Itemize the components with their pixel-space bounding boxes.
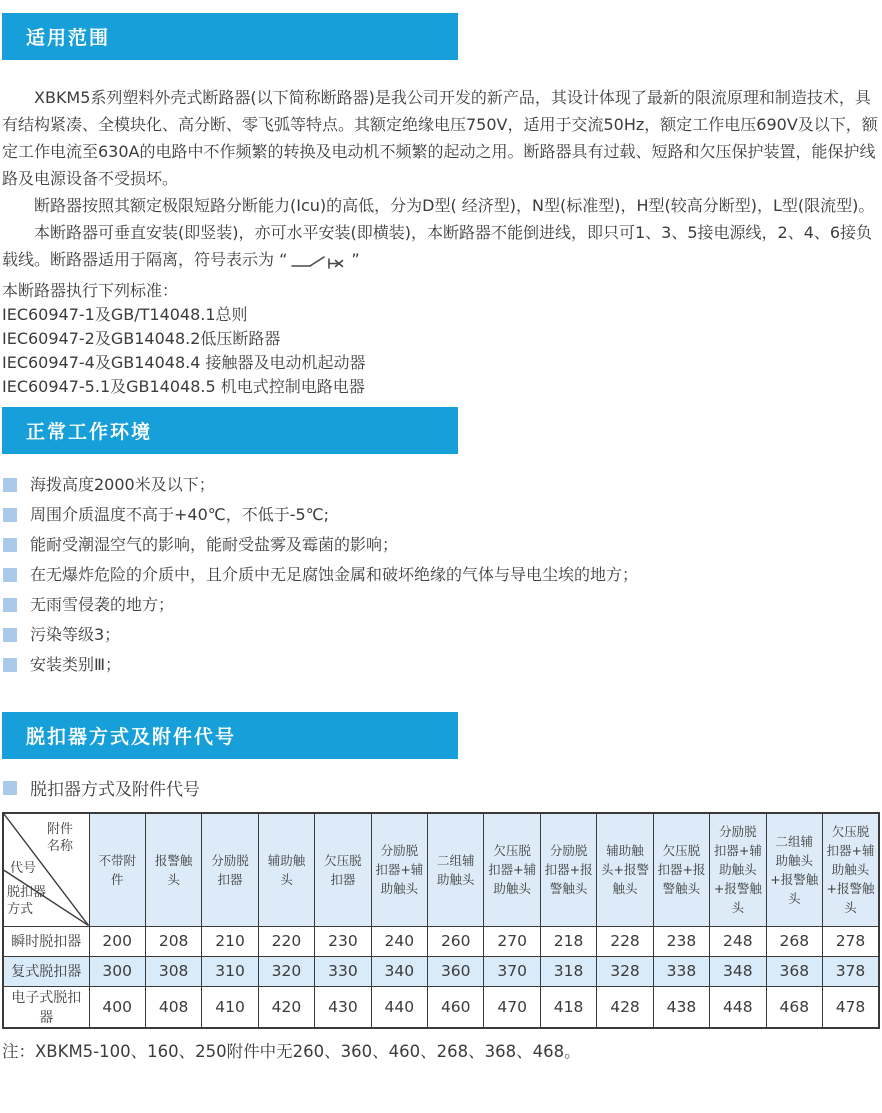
column-header: 欠压脱扣器+辅助触头+报警触头 bbox=[822, 813, 879, 926]
code-cell: 218 bbox=[540, 926, 596, 956]
code-cell: 318 bbox=[540, 956, 596, 986]
table-row bbox=[3, 956, 879, 986]
code-cell: 408 bbox=[145, 986, 201, 1028]
section-title-codes: 脱扣器方式及附件代号 bbox=[26, 726, 237, 748]
code-cell: 478 bbox=[822, 986, 879, 1028]
code-cell: 338 bbox=[653, 956, 709, 986]
column-header: 欠压脱扣器 bbox=[315, 813, 371, 926]
square-bullet-icon bbox=[3, 508, 17, 522]
column-header: 不带附件 bbox=[89, 813, 145, 926]
column-header: 分励脱扣器+报警触头 bbox=[540, 813, 596, 926]
code-cell: 440 bbox=[371, 986, 427, 1028]
column-header: 分励脱扣器+辅助触头 bbox=[371, 813, 427, 926]
table-row bbox=[3, 986, 879, 1028]
code-cell: 228 bbox=[597, 926, 653, 956]
square-bullet-icon bbox=[3, 568, 17, 582]
square-bullet-icon bbox=[3, 628, 17, 642]
square-bullet-icon bbox=[3, 478, 17, 492]
table-row bbox=[3, 926, 879, 956]
table-footnote: 注：XBKM5-100、160、250附件中无260、360、460、268、368、468。 bbox=[2, 1041, 581, 1061]
installation-text-close-quote: ” bbox=[351, 250, 360, 269]
isolation-switch-symbol-icon bbox=[290, 253, 348, 269]
code-cell: 410 bbox=[202, 986, 258, 1028]
code-cell: 428 bbox=[597, 986, 653, 1028]
code-cell: 370 bbox=[484, 956, 540, 986]
code-cell: 460 bbox=[428, 986, 484, 1028]
section-banner-codes bbox=[2, 712, 458, 759]
document-page bbox=[0, 13, 882, 1113]
code-cell: 210 bbox=[202, 926, 258, 956]
square-bullet-icon bbox=[3, 781, 17, 795]
code-cell: 400 bbox=[89, 986, 145, 1028]
paragraph-installation bbox=[2, 219, 878, 273]
code-cell: 360 bbox=[428, 956, 484, 986]
column-header: 分励脱扣器 bbox=[202, 813, 258, 926]
standard-line: IEC60947-5.1及GB14048.5 机电式控制电路电器 bbox=[2, 377, 365, 396]
column-header: 欠压脱扣器+报警触头 bbox=[653, 813, 709, 926]
corner-label-code: 代号 bbox=[10, 861, 37, 876]
paragraph-product-intro: XBKM5系列塑料外壳式断路器(以下简称断路器)是我公司开发的新产品，其设计体现了最新的限流原理和制造技术，具有结构紧凑、全模块化、高分断、零飞弧等特点。其额定绝缘电压750V，适用于交流50Hz，额定工作电压690V及以下，额定工作电流至630A的电路中不作频繁的转换及电动机不频繁的起动之用。断路器具有过载、短路和欠压保护装置，能保护线路及电源设备不受损坏。 bbox=[2, 88, 878, 188]
code-cell: 378 bbox=[822, 956, 879, 986]
installation-text: 本断路器可垂直安装(即竖装)，亦可水平安装(即横装)，本断路器不能倒进线，即只可1、3、5接电源线，2、4、6接负载线。断路器适用于隔离，符号表示为 “ bbox=[2, 223, 873, 269]
column-header: 报警触头 bbox=[145, 813, 201, 926]
list-item bbox=[2, 470, 880, 500]
code-cell: 200 bbox=[89, 926, 145, 956]
bullet-text: 无雨雪侵袭的地方； bbox=[30, 595, 175, 614]
code-cell: 278 bbox=[822, 926, 879, 956]
code-cell: 320 bbox=[258, 956, 314, 986]
standard-line: IEC60947-1及GB/T14048.1总则 bbox=[2, 305, 248, 324]
list-item bbox=[2, 590, 880, 620]
code-cell: 418 bbox=[540, 986, 596, 1028]
scope-paragraphs bbox=[2, 84, 878, 273]
code-cell: 438 bbox=[653, 986, 709, 1028]
column-header: 二组辅助触头 bbox=[428, 813, 484, 926]
code-cell: 208 bbox=[145, 926, 201, 956]
paragraph-breaking-capacity-types: 断路器按照其额定极限短路分断能力(Icu)的高低，分为D型( 经济型)，N型(标准型)，H型(较高分断型)，L型(限流型)。 bbox=[34, 196, 875, 215]
code-cell: 328 bbox=[597, 956, 653, 986]
column-header: 辅助触头+报警触头 bbox=[597, 813, 653, 926]
corner-label-trip-mode: 脱扣器方式 bbox=[7, 885, 47, 917]
row-label: 瞬时脱扣器 bbox=[3, 926, 89, 956]
code-cell: 420 bbox=[258, 986, 314, 1028]
code-cell: 430 bbox=[315, 986, 371, 1028]
standards-list bbox=[2, 279, 880, 399]
standard-line: IEC60947-4及GB14048.4 接触器及电动机起动器 bbox=[2, 353, 366, 372]
code-cell: 238 bbox=[653, 926, 709, 956]
bullet-text: 周围介质温度不高于+40℃，不低于-5℃; bbox=[30, 505, 330, 524]
accessory-codes-table bbox=[2, 812, 880, 1029]
standard-line: IEC60947-2及GB14048.2低压断路器 bbox=[2, 329, 281, 348]
code-cell: 248 bbox=[710, 926, 766, 956]
bullet-text: 在无爆炸危险的介质中，且介质中无足腐蚀金属和破坏绝缘的气体与导电尘埃的地方； bbox=[30, 565, 639, 584]
code-cell: 300 bbox=[89, 956, 145, 986]
list-item bbox=[2, 530, 880, 560]
code-cell: 340 bbox=[371, 956, 427, 986]
bullet-text: 污染等级3； bbox=[30, 625, 121, 644]
environment-bullet-list bbox=[2, 470, 880, 680]
list-item bbox=[2, 560, 880, 590]
code-cell: 330 bbox=[315, 956, 371, 986]
code-cell: 308 bbox=[145, 956, 201, 986]
code-cell: 468 bbox=[766, 986, 822, 1028]
column-header: 分励脱扣器+辅助触头+报警触头 bbox=[710, 813, 766, 926]
code-cell: 230 bbox=[315, 926, 371, 956]
table-header-row bbox=[3, 813, 879, 926]
bullet-text: 海拨高度2000米及以下； bbox=[30, 475, 215, 494]
section-banner-scope bbox=[2, 13, 458, 60]
section-title-scope: 适用范围 bbox=[26, 27, 111, 49]
code-cell: 470 bbox=[484, 986, 540, 1028]
code-cell: 220 bbox=[258, 926, 314, 956]
code-cell: 270 bbox=[484, 926, 540, 956]
row-label: 电子式脱扣器 bbox=[3, 986, 89, 1028]
list-item bbox=[2, 650, 880, 680]
codes-subtitle-text: 脱扣器方式及附件代号 bbox=[30, 780, 200, 800]
bullet-text: 能耐受潮湿空气的影响，能耐受盐雾及霉菌的影响； bbox=[30, 535, 399, 554]
code-cell: 348 bbox=[710, 956, 766, 986]
code-cell: 368 bbox=[766, 956, 822, 986]
section-title-environment: 正常工作环境 bbox=[26, 421, 153, 443]
square-bullet-icon bbox=[3, 598, 17, 612]
square-bullet-icon bbox=[3, 538, 17, 552]
corner-header-cell bbox=[3, 813, 89, 926]
code-cell: 260 bbox=[428, 926, 484, 956]
code-cell: 310 bbox=[202, 956, 258, 986]
bullet-text: 安装类别Ⅲ； bbox=[30, 655, 122, 674]
column-header: 辅助触头 bbox=[258, 813, 314, 926]
code-cell: 268 bbox=[766, 926, 822, 956]
code-cell: 240 bbox=[371, 926, 427, 956]
standards-intro: 本断路器执行下列标准： bbox=[2, 281, 179, 300]
column-header: 二组辅助触头+报警触头 bbox=[766, 813, 822, 926]
code-cell: 448 bbox=[710, 986, 766, 1028]
list-item bbox=[2, 500, 880, 530]
column-header: 欠压脱扣器+辅助触头 bbox=[484, 813, 540, 926]
square-bullet-icon bbox=[3, 658, 17, 672]
row-label: 复式脱扣器 bbox=[3, 956, 89, 986]
section-banner-environment bbox=[2, 407, 458, 454]
corner-label-accessory-name: 附件名称 bbox=[46, 822, 73, 854]
list-item bbox=[2, 620, 880, 650]
codes-subtitle bbox=[2, 775, 880, 800]
